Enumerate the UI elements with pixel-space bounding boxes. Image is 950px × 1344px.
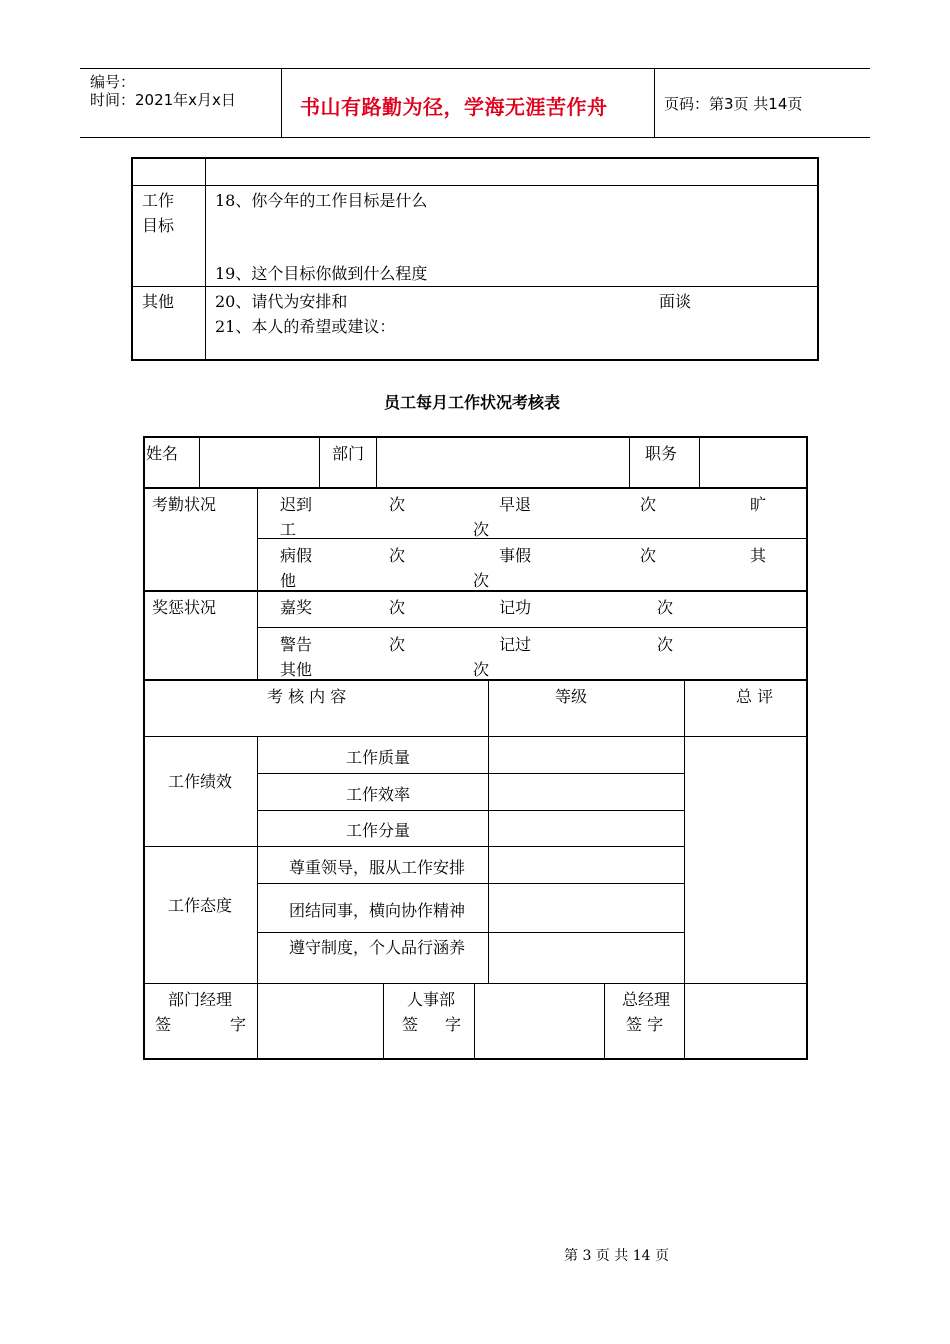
goal-label: 目标 [142,216,175,235]
personal-leave-label: 事假 [499,546,532,565]
question-21: 21、本人的希望或建议： [215,317,396,336]
reward-label: 奖惩状况 [152,598,217,617]
overall-header: 总 评 [736,687,774,706]
quality-label: 工作质量 [346,748,411,767]
page-footer: 第 3 页 共 14 页 [564,1248,669,1264]
merit-label: 记功 [499,598,532,617]
attitude-label: 工作态度 [168,896,233,915]
department-label: 部门 [332,444,365,463]
doc-code-label: 编号： [90,73,136,91]
dept-manager-sign-label: 字 [230,1015,247,1034]
absent-label: 工 [280,520,297,539]
gm-sign-label: 总经理 [622,990,671,1009]
times-unit: 次 [657,598,674,617]
times-unit: 次 [640,495,657,514]
discipline-label: 遵守制度，个人品行涵养 [289,938,466,957]
times-unit: 次 [389,546,406,565]
page-number-label: 页码：第3页 共14页 [664,95,803,113]
content-header: 考 核 内 容 [267,687,347,706]
times-unit: 次 [389,598,406,617]
respect-label: 尊重领导，服从工作安排 [289,858,466,877]
unity-label: 团结同事，横向协作精神 [289,901,466,920]
dept-manager-sign-label: 签 [155,1015,172,1034]
commendation-label: 嘉奖 [280,598,313,617]
name-label: 姓名 [146,444,179,463]
absent-label: 旷 [750,495,767,514]
other-reward-label: 其他 [280,660,313,679]
times-unit: 次 [640,546,657,565]
doc-time-label: 时间：2021年x月x日 [90,91,236,109]
hr-sign-label: 人事部 [407,990,456,1009]
times-unit: 次 [389,495,406,514]
hr-sign-label: 字 [445,1015,462,1034]
question-20: 20、请代为安排和 [215,292,348,311]
other-attendance-label: 其 [750,546,767,565]
performance-label: 工作绩效 [168,772,233,791]
times-unit: 次 [473,520,490,539]
efficiency-label: 工作效率 [346,785,411,804]
grade-header: 等级 [555,687,588,706]
hr-sign-label: 签 [402,1015,419,1034]
gm-sign-label: 签 字 [626,1015,664,1034]
times-unit: 次 [473,571,490,590]
position-label: 职务 [645,444,678,463]
demerit-label: 记过 [499,635,532,654]
other-attendance-label: 他 [280,571,297,590]
times-unit: 次 [389,635,406,654]
header-divider [281,69,282,137]
times-unit: 次 [473,660,490,679]
attendance-label: 考勤状况 [152,495,217,514]
question-20-tail: 面谈 [659,292,692,311]
sick-leave-label: 病假 [280,546,313,565]
early-leave-label: 早退 [499,495,532,514]
question-18: 18、你今年的工作目标是什么 [215,191,428,210]
header-motto: 书山有路勤为径，学海无涯苦作舟 [300,95,608,119]
warning-label: 警告 [280,635,313,654]
header-divider [654,69,655,137]
dept-manager-sign-label: 部门经理 [168,990,233,1009]
times-unit: 次 [657,635,674,654]
other-label: 其他 [142,292,175,311]
page-header [80,68,870,138]
workload-label: 工作分量 [346,821,411,840]
question-19: 19、这个目标你做到什么程度 [215,264,428,283]
late-label: 迟到 [280,495,313,514]
form-title: 员工每月工作状况考核表 [384,393,561,412]
goal-label: 工作 [142,191,175,210]
